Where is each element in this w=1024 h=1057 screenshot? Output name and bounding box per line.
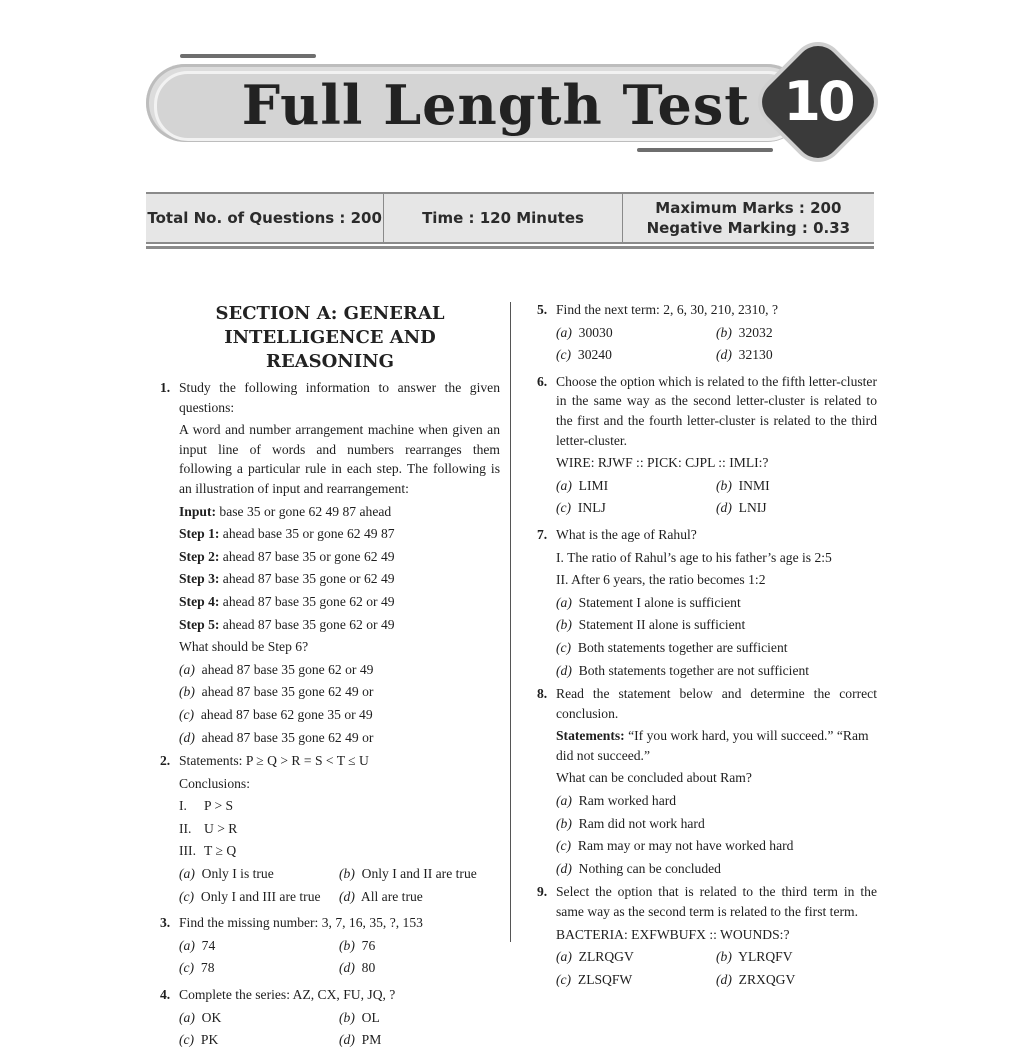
question-2 [160, 751, 500, 909]
question-7 [537, 525, 877, 680]
option-c[interactable] [556, 836, 877, 856]
info-questions: Total No. of Questions : 200 [147, 209, 382, 227]
info-time-cell [384, 194, 622, 242]
option-text: INLJ [577, 500, 606, 516]
options-list [179, 660, 500, 747]
option-a[interactable] [179, 936, 339, 956]
step-label: Step 1: [179, 526, 220, 542]
option-text: Only I is true [201, 866, 274, 882]
conclusion-text: U > R [204, 820, 238, 836]
info-negative-marking: Negative Marking : 0.33 [646, 219, 851, 237]
option-letter: (c) [556, 971, 572, 987]
option-d[interactable] [716, 345, 876, 365]
conclusion-number: II. [179, 820, 192, 836]
option-letter: (a) [179, 1009, 195, 1025]
option-a[interactable] [556, 791, 877, 811]
conclusion-text: T ≥ Q [204, 843, 237, 859]
question-3 [160, 913, 500, 981]
question-number: 1. [160, 380, 171, 395]
option-letter: (b) [339, 937, 355, 953]
letter-clusters: WIRE: RJWF :: PICK: CJPL :: IMLI:? [556, 455, 769, 471]
options-grid [179, 936, 500, 981]
banner-deco-line-top [180, 54, 316, 58]
question-number: 9. [537, 884, 548, 900]
option-text: Ram worked hard [578, 793, 677, 809]
option-c[interactable] [556, 638, 877, 658]
step-value: ahead 87 base 35 gone or 62 49 [219, 571, 395, 587]
option-letter: (a) [556, 949, 572, 965]
option-d[interactable] [339, 958, 499, 978]
option-text: PK [200, 1032, 219, 1048]
option-letter: (b) [556, 815, 572, 831]
option-letter: (b) [339, 1009, 355, 1025]
step-label: Step 2: [179, 548, 220, 564]
option-a[interactable] [179, 864, 339, 884]
option-d[interactable] [556, 661, 877, 681]
step-line [179, 547, 500, 567]
test-info-table [146, 192, 874, 244]
option-b[interactable] [556, 814, 877, 834]
option-c[interactable] [179, 705, 500, 725]
option-letter: (b) [716, 324, 732, 340]
option-a[interactable] [179, 660, 500, 680]
conclusion-item [179, 796, 500, 816]
step-line [179, 615, 500, 635]
option-b[interactable] [716, 323, 876, 343]
question-ask: What can be concluded about Ram? [556, 770, 752, 786]
option-letter: (b) [179, 684, 195, 700]
option-letter: (c) [556, 500, 572, 516]
question-number: 4. [160, 987, 171, 1003]
statements-label: Statements: [556, 728, 625, 744]
option-letter: (b) [339, 866, 355, 882]
option-letter: (c) [179, 1032, 195, 1048]
question-number: 2. [160, 753, 171, 769]
option-c[interactable] [556, 970, 716, 990]
option-letter: (a) [556, 477, 572, 493]
question-text: Select the option that is related to the third term in the same way as the second term is related to the first term. [556, 884, 877, 920]
option-letter: (d) [556, 662, 572, 678]
option-d[interactable] [716, 498, 876, 518]
step-line [179, 502, 500, 522]
option-text: 30240 [577, 347, 612, 363]
question-5 [537, 300, 877, 368]
option-a[interactable] [556, 593, 877, 613]
option-text: 78 [200, 960, 215, 976]
option-letter: (c) [179, 888, 195, 904]
option-d[interactable] [556, 859, 877, 879]
option-letter: (d) [339, 888, 355, 904]
options-grid [556, 323, 877, 368]
option-text: LNIJ [738, 500, 767, 516]
option-letter: (c) [556, 838, 572, 854]
question-8 [537, 684, 877, 878]
option-text: 74 [201, 937, 216, 953]
option-text: ZLSQFW [577, 971, 633, 987]
conclusion-number: I. [179, 798, 187, 814]
step-value: base 35 or gone 62 49 87 ahead [216, 503, 392, 519]
option-text: ahead 87 base 35 gone 62 49 or [201, 684, 374, 700]
option-text: 80 [361, 960, 376, 976]
option-letter: (b) [716, 949, 732, 965]
option-text: ahead 87 base 35 gone 62 or 49 [201, 661, 374, 677]
option-letter: (a) [179, 866, 195, 882]
question-number: 7. [537, 526, 548, 542]
option-text: ahead 87 base 35 gone 62 49 or [201, 729, 374, 745]
option-c[interactable] [556, 498, 716, 518]
step-value: ahead 87 base 35 gone 62 or 49 [219, 616, 395, 632]
option-b[interactable] [339, 1008, 499, 1028]
option-text: LIMI [578, 477, 609, 493]
question-ask: What should be Step 6? [179, 639, 309, 655]
option-letter: (d) [179, 729, 195, 745]
option-letter: (a) [179, 937, 195, 953]
info-time: Time : 120 Minutes [422, 209, 584, 227]
option-c[interactable] [179, 887, 339, 907]
conclusions-label: Conclusions: [179, 775, 250, 791]
option-text: Statement II alone is sufficient [578, 617, 746, 633]
question-text: Read the statement below and determine the correct conclusion. [556, 686, 877, 721]
question-1 [160, 378, 500, 747]
step-label: Step 4: [179, 593, 220, 609]
option-letter: (a) [556, 594, 572, 610]
option-text: ZLRQGV [578, 949, 634, 965]
question-text: What is the age of Rahul? [556, 526, 697, 542]
section-heading-line2: INTELLIGENCE AND REASONING [224, 327, 436, 372]
option-text: All are true [360, 888, 423, 904]
step-line [179, 569, 500, 589]
option-letter: (c) [179, 960, 195, 976]
info-table-rule [146, 246, 874, 249]
step-label: Step 3: [179, 571, 220, 587]
info-questions-cell [146, 194, 384, 242]
option-letter: (a) [556, 324, 572, 340]
question-6 [537, 372, 877, 521]
option-text: Both statements together are not sufficient [578, 662, 810, 678]
step-label: Step 5: [179, 616, 220, 632]
banner-deco-line-bottom [637, 148, 773, 152]
conclusion-number: III. [179, 843, 196, 859]
statement-1: I. The ratio of Rahul’s age to his father’s age is 2:5 [556, 549, 832, 565]
option-b[interactable] [179, 682, 500, 702]
option-b[interactable] [339, 936, 499, 956]
option-text: Nothing can be concluded [578, 860, 721, 876]
statement-2: II. After 6 years, the ratio becomes 1:2 [556, 572, 766, 588]
question-number: 3. [160, 915, 171, 931]
info-max-marks: Maximum Marks : 200 [655, 199, 842, 217]
option-letter: (c) [556, 639, 572, 655]
option-text: PM [361, 1032, 382, 1048]
options-grid [179, 864, 500, 909]
conclusion-item [179, 841, 500, 861]
section-heading-line1: SECTION A: GENERAL [215, 303, 445, 324]
column-divider [510, 302, 511, 942]
question-text: Complete the series: AZ, CX, FU, JQ, ? [179, 987, 396, 1003]
step-line [179, 524, 500, 544]
question-text: Find the next term: 2, 6, 30, 210, 2310, ? [556, 302, 779, 317]
option-text: Both statements together are sufficient [577, 639, 788, 655]
option-letter: (d) [339, 960, 355, 976]
statements-text: “If you work hard, you will succeed.” “Ram did not succeed.” [556, 728, 869, 763]
question-number: 8. [537, 686, 548, 702]
option-b[interactable] [716, 947, 876, 967]
right-column [537, 300, 877, 996]
question-text: Choose the option which is related to the fifth letter-cluster in the same way as the second letter-cluster is related to the first and the fourth letter-cluster is related to the third letter-cluster. [556, 373, 877, 448]
option-text: Only I and II are true [361, 866, 477, 882]
info-marks-cell [623, 194, 874, 242]
option-letter: (d) [716, 971, 732, 987]
option-text: 76 [361, 937, 376, 953]
option-text: 30030 [578, 324, 613, 340]
options-grid [556, 947, 877, 992]
question-text: Study the following information to answer the given questions: [179, 380, 500, 415]
question-text: Statements: P ≥ Q > R = S < T ≤ U [179, 753, 369, 769]
option-text: 32032 [738, 324, 773, 340]
question-number: 6. [537, 373, 548, 389]
option-text: INMI [738, 477, 770, 493]
option-b[interactable] [716, 476, 876, 496]
option-letter: (b) [716, 477, 732, 493]
option-a[interactable] [556, 947, 716, 967]
page-title: Full Length Test [241, 73, 751, 137]
option-text: Statement I alone is sufficient [578, 594, 741, 610]
option-text: ahead 87 base 62 gone 35 or 49 [200, 706, 373, 722]
option-c[interactable] [179, 958, 339, 978]
option-b[interactable] [339, 864, 499, 884]
option-letter: (c) [556, 347, 572, 363]
option-letter: (d) [716, 500, 732, 516]
conclusion-text: P > S [204, 798, 234, 814]
option-text: YLRQFV [738, 949, 793, 965]
question-text: Find the missing number: 3, 7, 16, 35, ?, 153 [179, 915, 423, 931]
option-c[interactable] [179, 1030, 339, 1050]
option-d[interactable] [179, 728, 500, 748]
question-4 [160, 985, 500, 1053]
step-value: ahead 87 base 35 or gone 62 49 [219, 548, 395, 564]
step-value: ahead base 35 or gone 62 49 87 [219, 526, 395, 542]
question-passage: A word and number arrangement machine when given an input line of words and numbers rearranges them following a particular rule in each step. The following is an illustration of input and rearrangement: [179, 422, 500, 496]
option-text: Only I and III are true [200, 888, 321, 904]
options-grid [556, 476, 877, 521]
section-heading [160, 302, 500, 374]
option-text: 32130 [738, 347, 773, 363]
option-a[interactable] [179, 1008, 339, 1028]
options-list [556, 593, 877, 680]
option-c[interactable] [556, 345, 716, 365]
option-d[interactable] [339, 887, 499, 907]
option-d[interactable] [339, 1030, 499, 1050]
option-d[interactable] [716, 970, 876, 990]
option-text: Ram did not work hard [578, 815, 705, 831]
option-letter: (b) [556, 617, 572, 633]
option-letter: (c) [179, 706, 195, 722]
analogy-terms: BACTERIA: EXFWBUFX :: WOUNDS:? [556, 926, 790, 942]
question-9 [537, 882, 877, 992]
option-b[interactable] [556, 615, 877, 635]
option-letter: (a) [556, 793, 572, 809]
option-a[interactable] [556, 476, 716, 496]
option-letter: (d) [716, 347, 732, 363]
options-list [556, 791, 877, 878]
step-line [179, 592, 500, 612]
option-letter: (a) [179, 661, 195, 677]
question-number: 5. [537, 302, 548, 317]
option-letter: (d) [339, 1032, 355, 1048]
step-label: Input: [179, 503, 217, 519]
option-text: ZRXQGV [738, 971, 796, 987]
option-text: OL [361, 1009, 380, 1025]
statements [556, 726, 877, 765]
options-grid [179, 1008, 500, 1053]
step-value: ahead 87 base 35 gone 62 or 49 [219, 593, 395, 609]
option-letter: (d) [556, 860, 572, 876]
test-number: 10 [783, 70, 853, 133]
conclusion-item [179, 819, 500, 839]
option-a[interactable] [556, 323, 716, 343]
left-column [160, 300, 500, 1057]
option-text: Ram may or may not have worked hard [577, 838, 794, 854]
option-text: OK [201, 1009, 222, 1025]
